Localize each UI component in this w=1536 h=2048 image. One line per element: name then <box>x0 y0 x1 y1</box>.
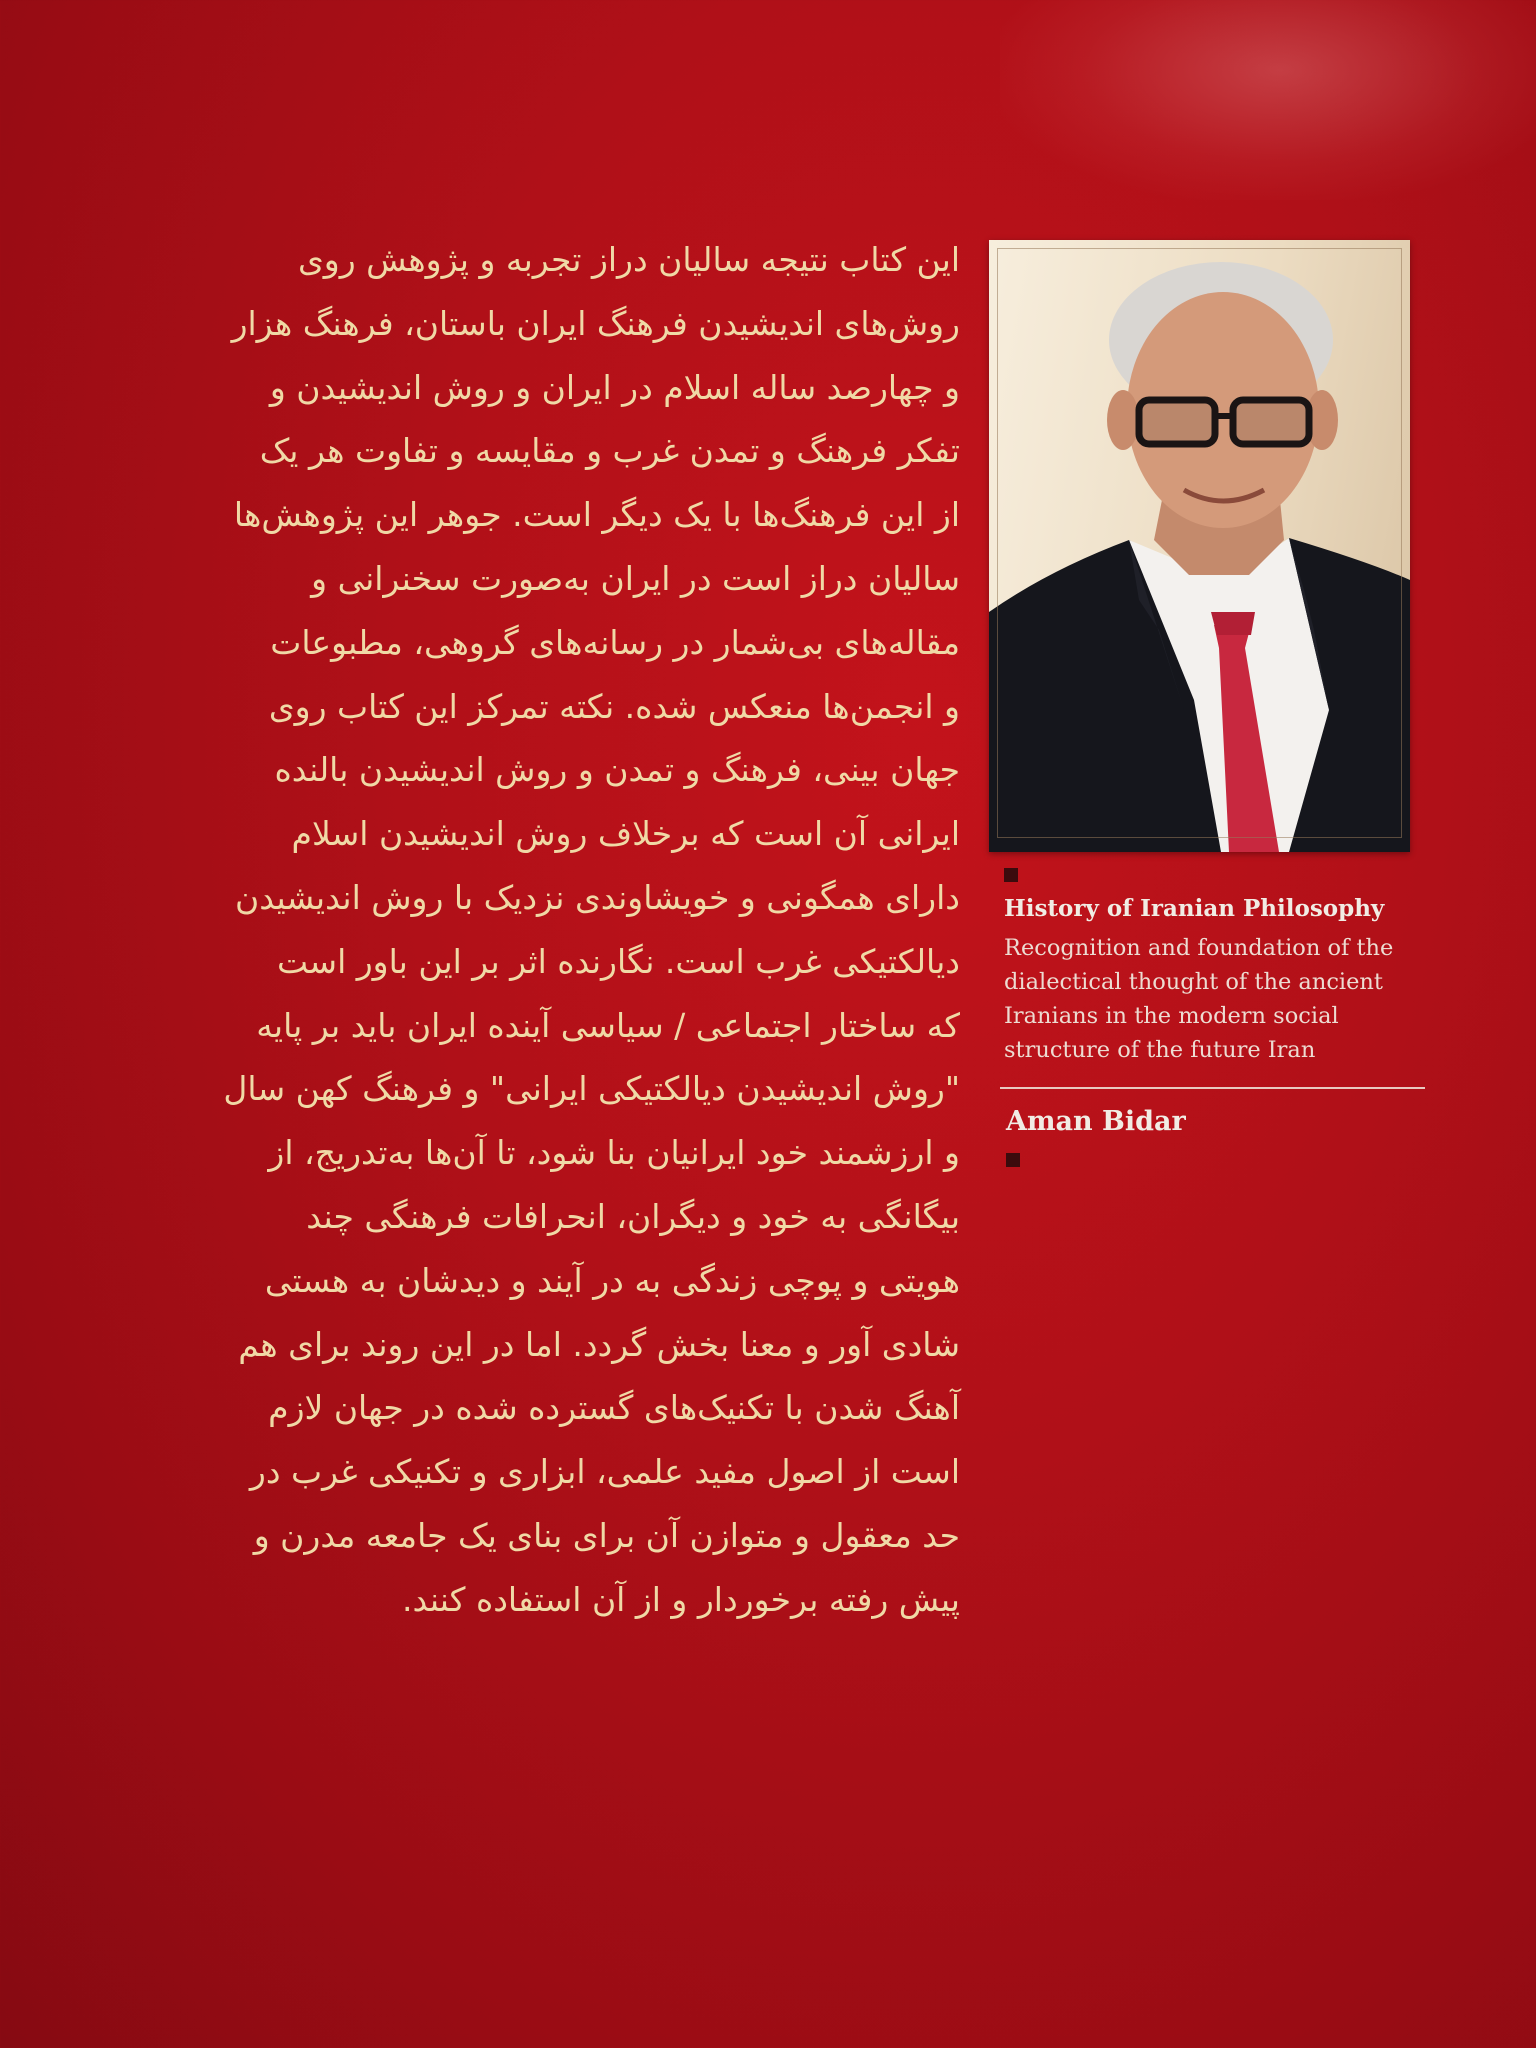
book-subtitle: Recognition and foundation of the dialectical thought of the ancient Iranians in the modern social structure of the future Iran <box>1004 935 1394 1063</box>
light-glare <box>1000 0 1536 200</box>
author-photo <box>989 240 1410 852</box>
persian-description-text: این کتاب نتیجه سالیان دراز تجربه و پژوهش روی روش‌های اندیشیدن فرهنگ ایران باستان، فرهنگ هزار و چهارصد ساله اسلام در ایران و روش اندیشیدن و تفکر فرهنگ و تمدن غرب و مقایسه و تفاوت هر یک از این فرهنگ‌ها با یک دیگر است. جوهر این پژوهش‌ها سالیان دراز است در ایران به‌صورت سخنرانی و مقاله‌های بی‌شمار در رسانه‌های گروهی، مطبوعات و انجمن‌ها منعکس شده. نکته تمرکز این کتاب روی جهان بینی، فرهنگ و تمدن و روش اندیشیدن بالنده ایرانی آن است که برخلاف روش اندیشیدن اسلام دارای همگونی و خویشاوندی نزدیک با روش اندیشیدن دیالکتیکی غرب است. نگارنده اثر بر این باور است که ساختار اجتماعی / سیاسی آینده ایران باید بر پایه "روش اندیشیدن دیالکتیکی ایرانی" و فرهنگ کهن سال و ارزشمند خود ایرانیان بنا شود، تا آن‌ها به‌تدریج، از بیگانگی به خود و دیگران، انحرافات فرهنگی چند هویتی و پوچی زندگی به در آیند و دیدشان به هستی شادی آور و معنا بخش گردد. اما در این روند برای هم آهنگ شدن با تکنیک‌های گسترده شده در جهان لازم است از اصول مفید علمی، ابزاری و تکنیکی غرب در حد معقول و متوازن آن برای بنای یک جامعه مدرن و پیش رفته برخوردار و از آن استفاده کنند. <box>223 240 960 1619</box>
author-name: Aman Bidar <box>1006 1106 1186 1137</box>
photo-inner-border <box>997 248 1402 838</box>
top-square-marker <box>1004 868 1018 882</box>
bottom-square-marker <box>1006 1153 1020 1167</box>
caption-divider <box>1000 1087 1425 1089</box>
book-title: History of Iranian Philosophy <box>1004 895 1385 922</box>
